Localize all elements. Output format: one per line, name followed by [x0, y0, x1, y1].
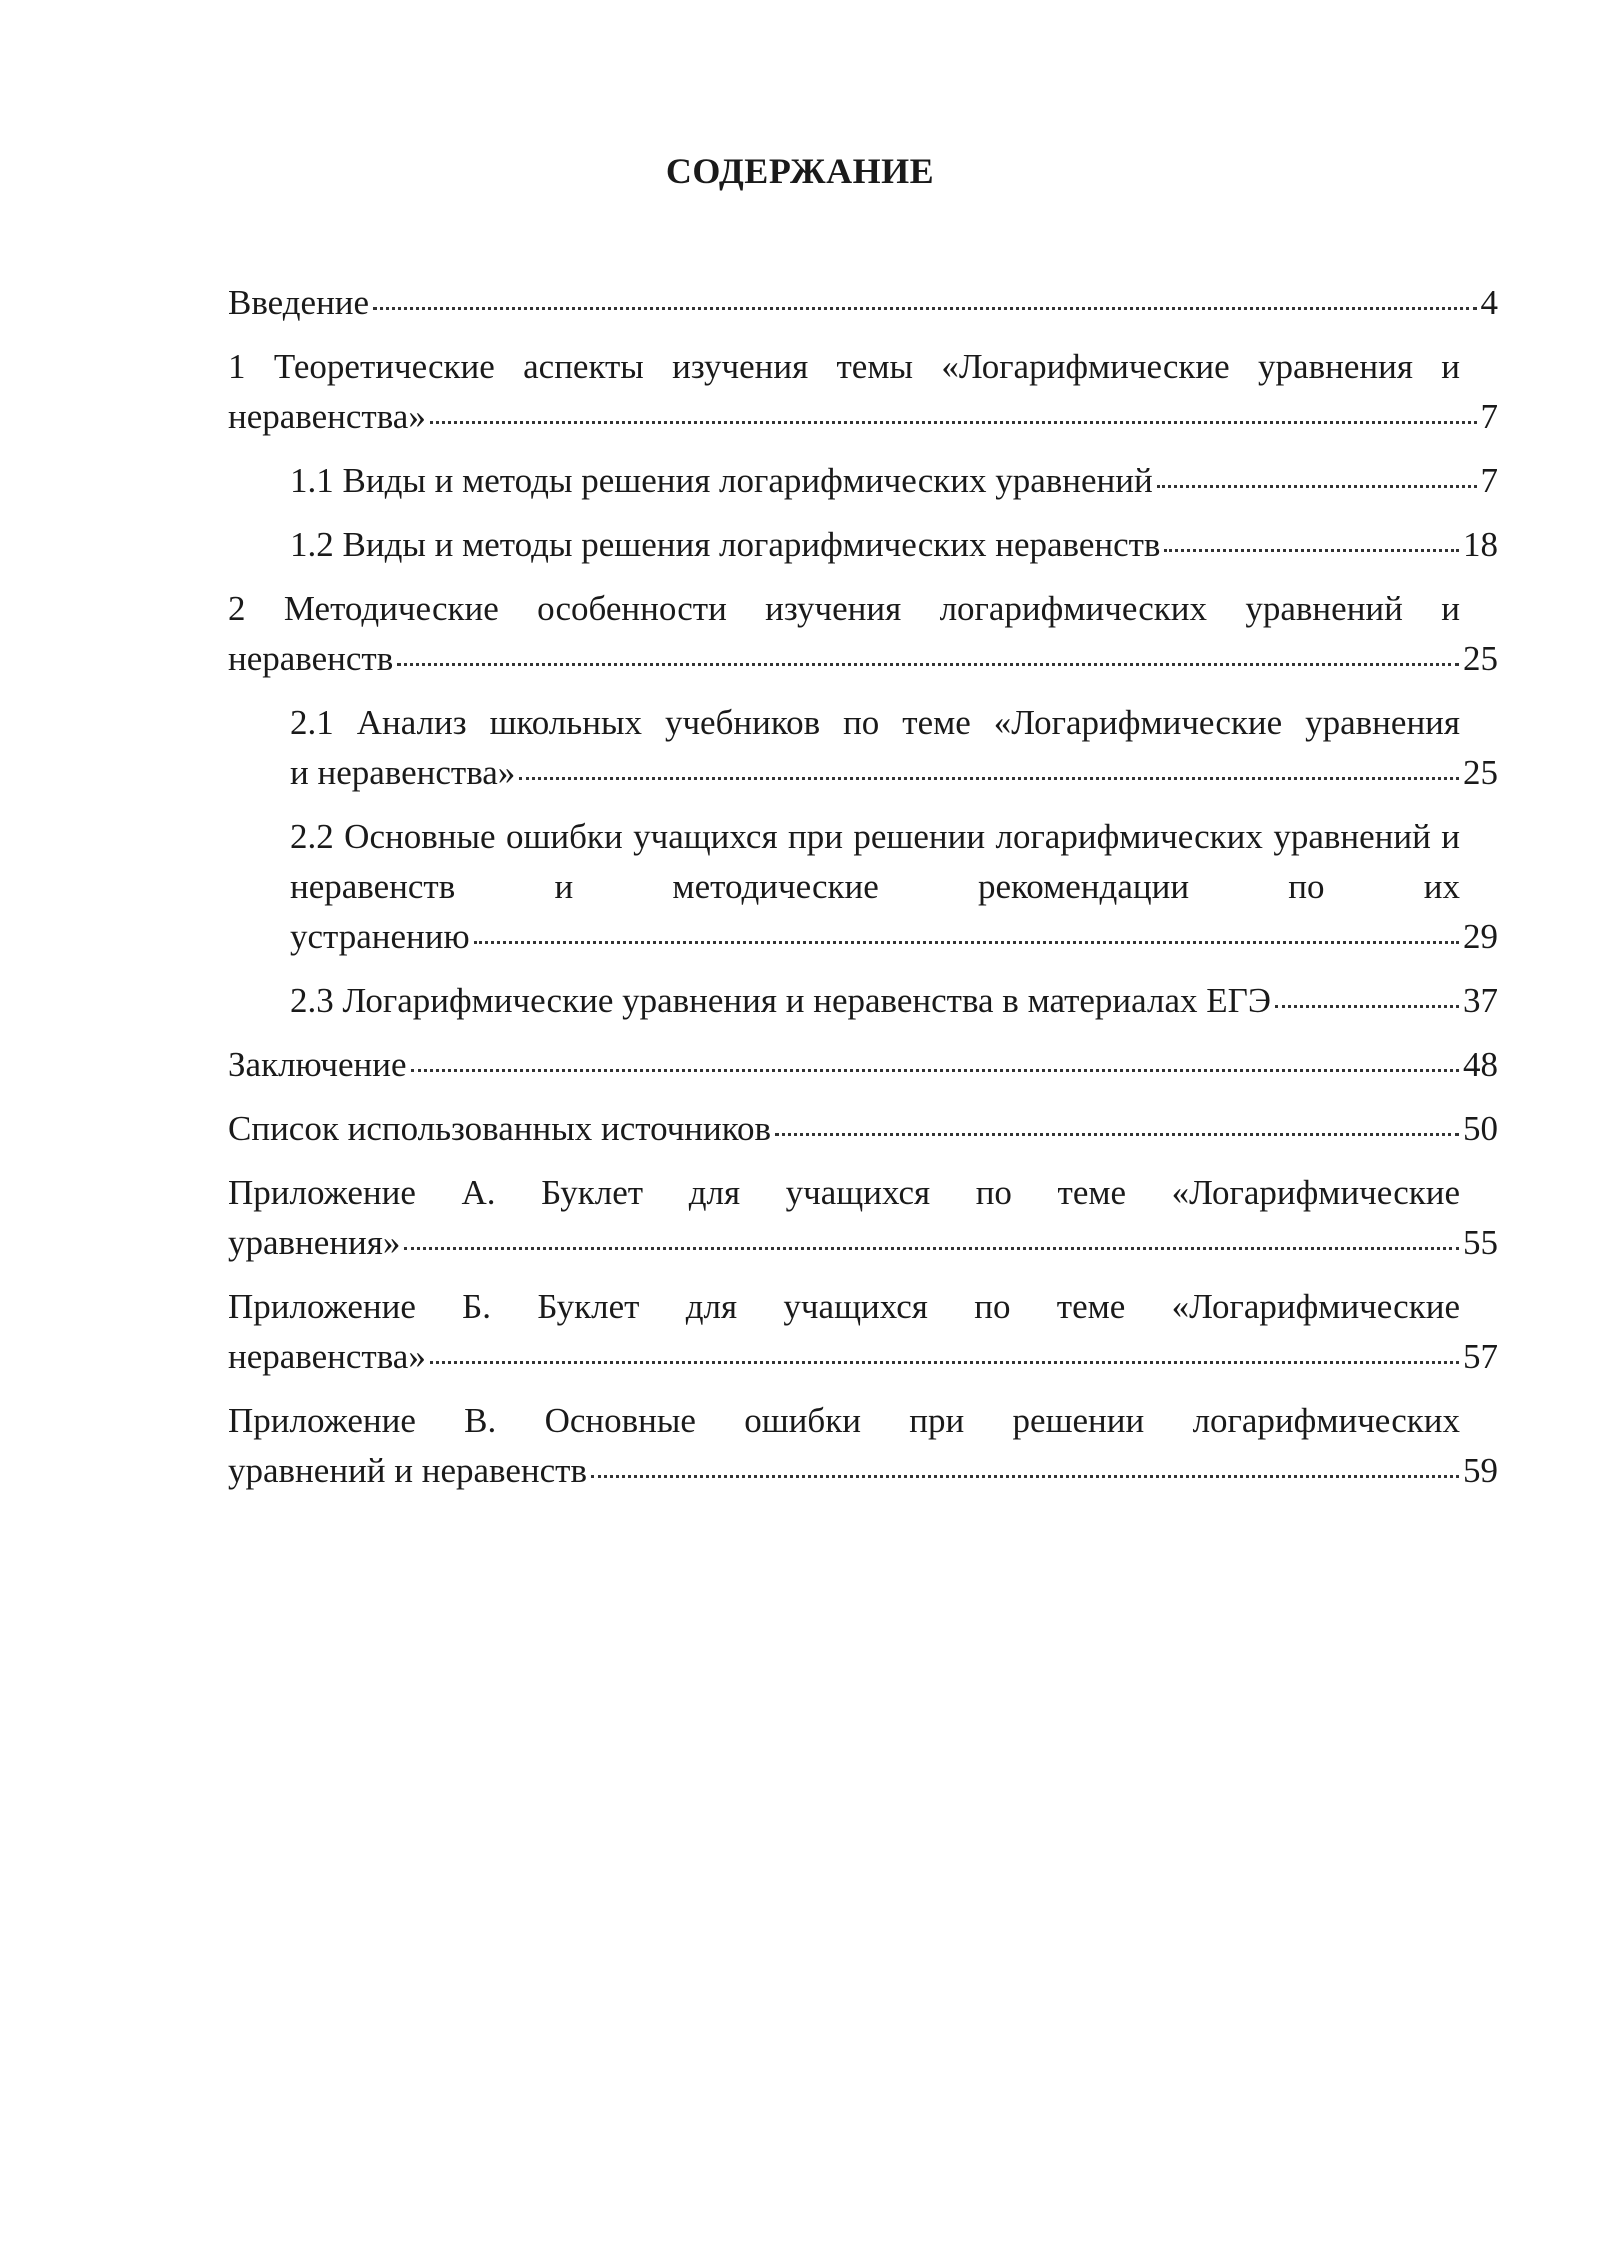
- dot-leader: [1275, 977, 1459, 1012]
- dot-leader: [404, 1219, 1459, 1254]
- toc-page-number: 25: [1463, 639, 1498, 678]
- toc-entry-label-lead: 1 Теоретические аспекты изучения темы «Логарифмические уравнения и: [228, 347, 1460, 386]
- toc-entry-label: 1.1 Виды и методы решения логарифмических уравнений: [290, 461, 1153, 500]
- toc-entry-label: уравнений и неравенств: [228, 1451, 587, 1490]
- toc-entry-chapter-1[interactable]: [228, 342, 1498, 442]
- page-title: СОДЕРЖАНИЕ: [665, 151, 935, 191]
- toc-entry-introduction[interactable]: [228, 278, 1498, 328]
- toc-page-number: 50: [1463, 1109, 1498, 1148]
- toc-entry-label: неравенств: [228, 639, 394, 678]
- toc-entry-label: Список использованных источников: [228, 1109, 772, 1148]
- toc-entry-section-1-2[interactable]: [228, 520, 1498, 570]
- toc-entry-chapter-2[interactable]: [228, 584, 1498, 684]
- toc-entry-section-2-1[interactable]: [228, 698, 1498, 798]
- toc-entry-label: уравнения»: [228, 1223, 401, 1262]
- toc-page-number: 18: [1463, 525, 1498, 564]
- toc-entry-label-lead: 2.1 Анализ школьных учебников по теме «Логарифмические уравнения: [290, 703, 1460, 742]
- toc-entry-label-lead: Приложение В. Основные ошибки при решении логарифмических: [228, 1401, 1460, 1440]
- toc-page-number: 7: [1480, 397, 1498, 436]
- dot-leader: [373, 279, 1476, 314]
- toc-page-number: 57: [1463, 1337, 1498, 1376]
- table-of-contents: [228, 278, 1498, 1510]
- toc-page-number: 7: [1480, 461, 1498, 500]
- toc-entry-appendix-a[interactable]: [228, 1168, 1498, 1268]
- toc-entry-label: 1.2 Виды и методы решения логарифмических неравенств: [290, 525, 1161, 564]
- toc-page-number: 59: [1463, 1451, 1498, 1490]
- toc-entry-references[interactable]: [228, 1104, 1498, 1154]
- dot-leader: [1164, 521, 1459, 556]
- toc-entry-label: и неравенства»: [290, 753, 516, 792]
- dot-leader: [430, 1333, 1459, 1368]
- dot-leader: [397, 635, 1459, 670]
- toc-entry-label: неравенства»: [228, 1337, 426, 1376]
- toc-entry-appendix-v[interactable]: [228, 1396, 1498, 1496]
- toc-entry-label-lead: 2.2 Основные ошибки учащихся при решении логарифмических уравнений и неравенств и методические рекомендации по их: [290, 817, 1460, 906]
- toc-page-number: 4: [1480, 283, 1498, 322]
- dot-leader: [430, 393, 1477, 428]
- toc-entry-section-2-2[interactable]: [228, 812, 1498, 962]
- toc-entry-label-lead: Приложение Б. Буклет для учащихся по теме «Логарифмические: [228, 1287, 1460, 1326]
- dot-leader: [474, 913, 1459, 948]
- dot-leader: [775, 1105, 1459, 1140]
- toc-page-number: 55: [1463, 1223, 1498, 1262]
- toc-entry-section-1-1[interactable]: [228, 456, 1498, 506]
- toc-page-number: 29: [1463, 917, 1498, 956]
- toc-page-number: 25: [1463, 753, 1498, 792]
- toc-page-number: 37: [1463, 981, 1498, 1020]
- dot-leader: [591, 1447, 1459, 1482]
- toc-entry-label: Заключение: [228, 1045, 407, 1084]
- toc-entry-label: неравенства»: [228, 397, 426, 436]
- toc-entry-section-2-3[interactable]: [228, 976, 1498, 1026]
- toc-page-number: 48: [1463, 1045, 1498, 1084]
- toc-entry-conclusion[interactable]: [228, 1040, 1498, 1090]
- dot-leader: [411, 1041, 1460, 1076]
- toc-entry-label: Введение: [228, 283, 370, 322]
- toc-entry-label-lead: Приложение А. Буклет для учащихся по теме «Логарифмические: [228, 1173, 1460, 1212]
- toc-entry-label-lead: 2 Методические особенности изучения логарифмических уравнений и: [228, 589, 1460, 628]
- toc-entry-label: 2.3 Логарифмические уравнения и неравенства в материалах ЕГЭ: [290, 981, 1271, 1020]
- toc-entry-appendix-b[interactable]: [228, 1282, 1498, 1382]
- toc-entry-label: устранению: [290, 917, 470, 956]
- dot-leader: [519, 749, 1459, 784]
- dot-leader: [1157, 457, 1477, 492]
